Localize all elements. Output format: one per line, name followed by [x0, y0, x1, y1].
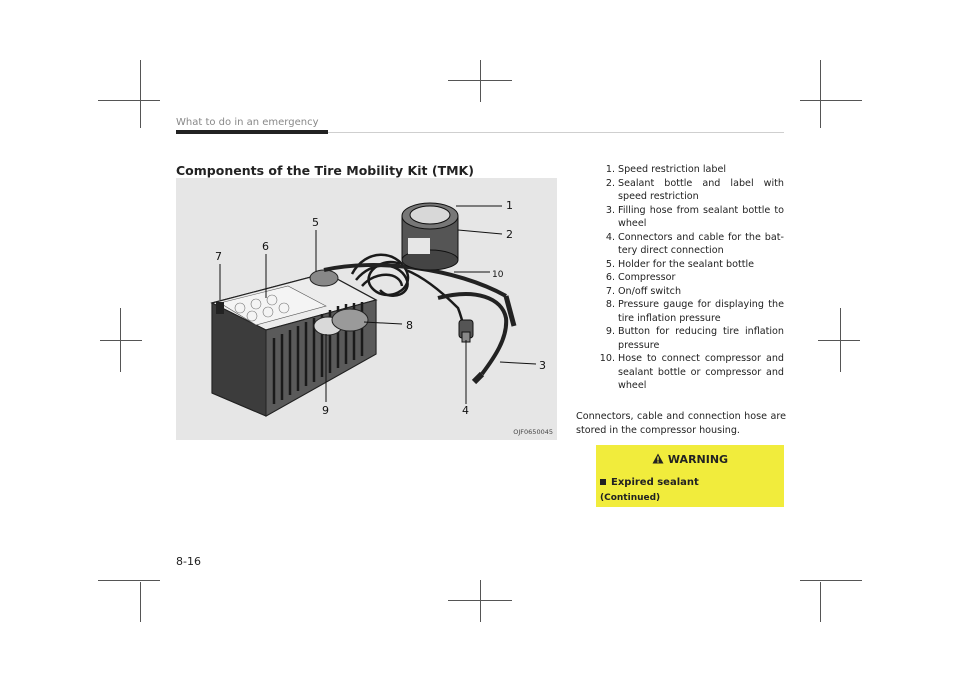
- crop-mark: [800, 100, 862, 101]
- list-item: 10. Hose to connect compressor and sealant bottle or compressor and wheel: [599, 353, 784, 391]
- crop-mark: [820, 60, 821, 128]
- warning-triangle-icon: [652, 453, 664, 464]
- crop-mark: [800, 580, 862, 581]
- tmk-drawing: [176, 178, 557, 440]
- list-item: 4. Connectors and cable for the bat-tery direct connection: [605, 231, 784, 256]
- parts-list: [596, 163, 784, 393]
- warning-subtitle-row: [600, 477, 699, 488]
- tmk-illustration: [176, 178, 557, 440]
- crop-mark: [98, 580, 160, 581]
- warning-heading: [596, 453, 784, 466]
- callout-4: 4: [462, 404, 469, 417]
- callout-9: 9: [322, 404, 329, 417]
- list-item: 6. Compressor: [605, 272, 676, 283]
- callout-2: 2: [506, 228, 513, 241]
- warning-subtitle: Expired sealant: [611, 477, 699, 488]
- header-rule-thin: [328, 132, 784, 133]
- running-head: What to do in an emergency: [176, 117, 319, 128]
- callout-5: 5: [312, 216, 319, 229]
- crop-mark: [480, 60, 481, 102]
- crop-mark: [448, 80, 512, 81]
- battery-connector: [459, 320, 473, 342]
- figure-code: OJF0650045: [513, 428, 553, 436]
- callout-8: 8: [406, 319, 413, 332]
- callout-6: 6: [262, 240, 269, 253]
- list-item: 8. Pressure gauge for displaying the tire inflation pressure: [605, 299, 784, 324]
- warning-title: WARNING: [667, 453, 729, 466]
- header-rule: [176, 130, 328, 134]
- crop-mark: [98, 100, 160, 101]
- list-item: 3. Filling hose from sealant bottle to wheel: [605, 204, 784, 229]
- crop-mark: [140, 582, 141, 622]
- list-item: 7. On/off switch: [605, 285, 682, 297]
- crop-mark: [100, 340, 142, 341]
- callout-1: 1: [506, 199, 513, 212]
- section-title: Components of the Tire Mobility Kit (TMK): [176, 163, 474, 178]
- callout-3: 3: [539, 359, 546, 372]
- compressor-body: [212, 270, 376, 416]
- crop-mark: [140, 60, 141, 128]
- crop-mark: [448, 600, 512, 601]
- list-item: 1. Speed restriction label: [605, 164, 727, 175]
- sealant-bottle: [402, 203, 458, 270]
- crop-mark: [818, 340, 860, 341]
- storage-note: Connectors, cable and connection hose are stored in the compressor housing.: [576, 411, 786, 436]
- list-item: 9. Button for reducing tire inflation pressure: [605, 326, 784, 351]
- callout-7: 7: [215, 250, 222, 263]
- page-number: 8-16: [176, 555, 201, 568]
- list-item: 2. Sealant bottle and label with speed restriction: [605, 177, 784, 202]
- square-bullet-icon: [600, 479, 606, 485]
- crop-mark: [480, 580, 481, 622]
- callout-10: 10: [492, 270, 504, 280]
- crop-mark: [820, 582, 821, 622]
- list-item: 5. Holder for the sealant bottle: [605, 258, 755, 270]
- warning-continued: (Continued): [600, 493, 661, 503]
- warning-box: [596, 445, 784, 507]
